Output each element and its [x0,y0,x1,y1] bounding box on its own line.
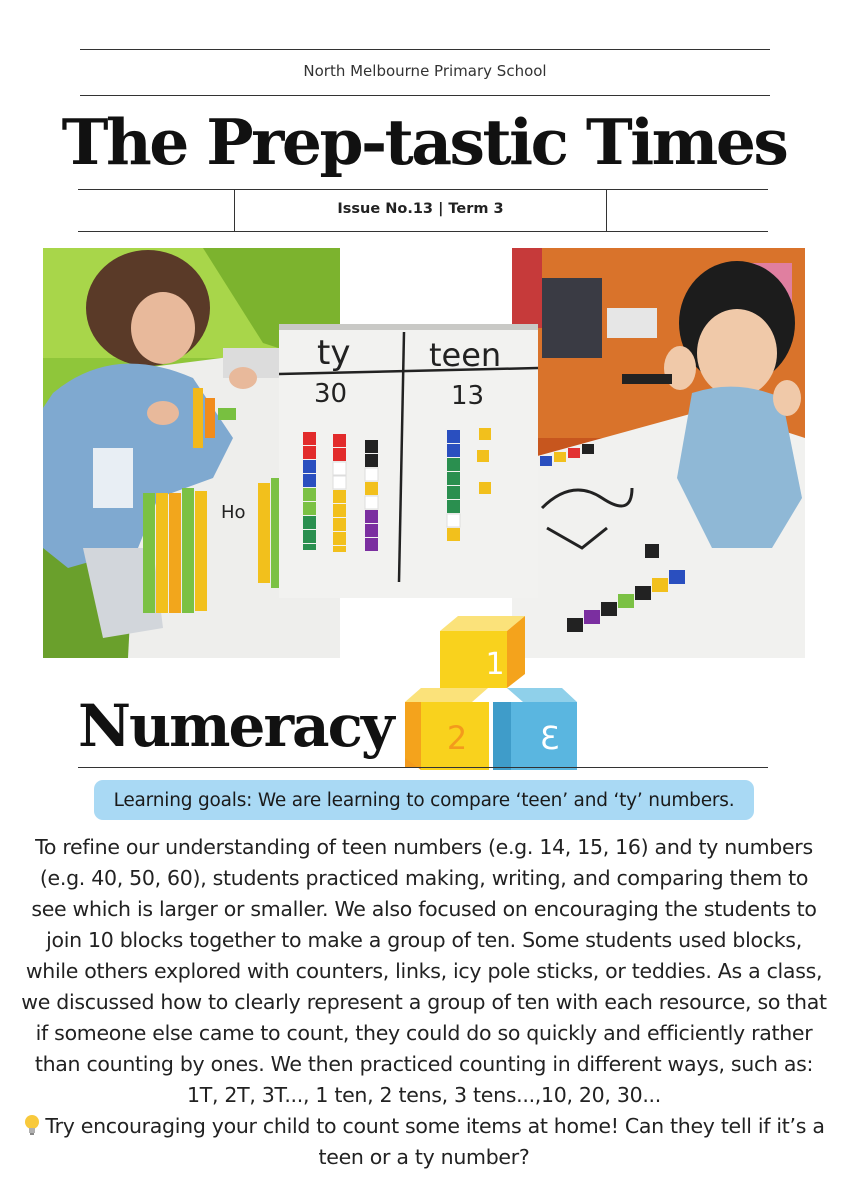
header-top-rule [80,49,770,50]
header-rule-2 [80,95,770,96]
learning-goals-text: Learning goals: We are learning to compare ‘teen’ and ‘ty’ numbers. [113,789,735,811]
lightbulb-icon [23,1114,41,1136]
ty-heading: ty [317,333,351,373]
teen-value: 13 [451,381,485,411]
issue-right-divider [606,189,607,231]
header-rule-4 [78,231,768,232]
number-blocks-illustration [405,616,581,772]
teen-ty-whiteboard-photo [279,324,538,598]
girl-with-blocks-photo [512,248,805,658]
teen-heading: teen [429,336,502,374]
home-tip-text: Try encouraging your child to count some items at home! Can they tell if it’s a teen or a ty number? [45,1114,825,1169]
block-1-number: 1 [485,647,505,682]
block-2-number: 2 [446,719,468,757]
svg-text:Ho: Ho [221,502,246,523]
numeracy-body [20,832,828,1173]
section-title: Numeracy [78,692,393,760]
home-tip [20,1111,828,1173]
section-rule [78,767,768,768]
school-name: North Melbourne Primary School [303,62,547,80]
numeracy-paragraph: To refine our understanding of teen numbers (e.g. 14, 15, 16) and ty numbers (e.g. 40, 50, 60), students practiced making, writing, and comparing them to see which is larger or smaller. We also focused on encouraging the students to join 10 blocks together to make a group of ten. Some students used blocks, while others explored with counters, links, icy pole sticks, or teddies. As a class, we discussed how to clearly represent a group of ten with each resource, so that if someone else came to count, they could do so quickly and efficiently rather than counting by ones. We then practiced counting in different ways, such as: 1T, 2T, 3T..., 1 ten, 2 tens, 3 tens...,10, 20, 30... [21,835,827,1107]
header-rule-3 [78,189,768,190]
newsletter-title: The Prep-tastic Times [61,105,787,179]
ty-value: 30 [314,379,348,409]
learning-goals-banner [94,780,754,820]
block-3-number: 3 [539,719,561,757]
issue-info: Issue No.13 | Term 3 [337,201,504,217]
